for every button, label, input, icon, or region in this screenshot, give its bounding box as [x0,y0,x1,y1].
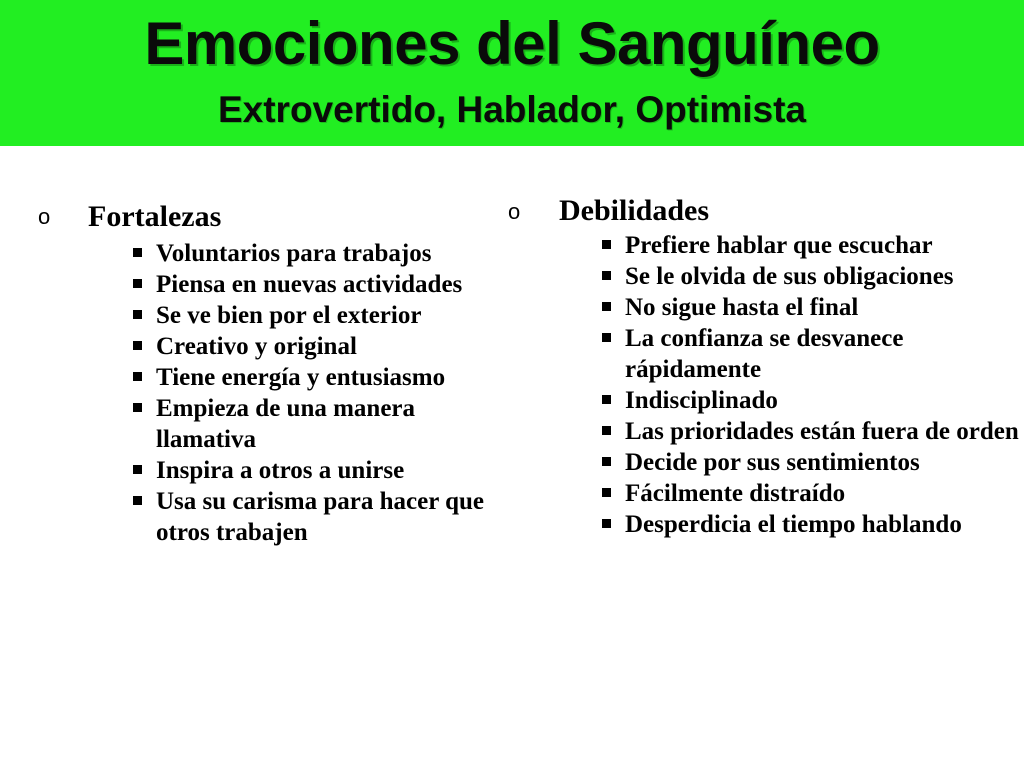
square-bullet-icon [602,271,611,280]
square-bullet-icon [133,496,142,505]
hollow-circle-bullet-icon: o [508,199,521,224]
square-bullet-icon [602,519,611,528]
page-title: Emociones del Sanguíneo [144,10,880,77]
page-subtitle: Extrovertido, Hablador, Optimista [217,89,806,130]
weaknesses-heading: Debilidades [559,194,710,227]
square-bullet-icon [602,240,611,249]
square-bullet-icon [602,302,611,311]
square-bullet-icon [133,310,142,319]
square-bullet-icon [133,279,142,288]
hollow-circle-bullet-icon: o [38,204,51,229]
strengths-list [130,238,500,548]
square-bullet-icon [602,488,611,497]
list-item: Desperdicia el tiempo hablando [599,509,1019,540]
list-item: Decide por sus sentimientos [599,447,1019,478]
weaknesses-list [599,230,1019,540]
list-item: Inspira a otros a unirse [130,455,500,486]
square-bullet-icon [602,395,611,404]
strengths-heading: Fortalezas [88,200,222,233]
square-bullet-icon [602,457,611,466]
square-bullet-icon [133,465,142,474]
list-item: No sigue hasta el final [599,292,1019,323]
list-item: Creativo y original [130,331,500,362]
list-item: Indisciplinado [599,385,1019,416]
square-bullet-icon [602,426,611,435]
list-item: Prefiere hablar que escuchar [599,230,1019,261]
square-bullet-icon [133,372,142,381]
list-item: Se ve bien por el exterior [130,300,500,331]
list-item: Voluntarios para trabajos [130,238,500,269]
square-bullet-icon [602,333,611,342]
list-item: Empieza de una manera llamativa [130,393,500,455]
list-item: Piensa en nuevas actividades [130,269,500,300]
square-bullet-icon [133,341,142,350]
list-item: La confianza se desvanece rápidamente [599,323,1019,385]
list-item: Las prioridades están fuera de orden [599,416,1019,447]
square-bullet-icon [133,403,142,412]
list-item: Tiene energía y entusiasmo [130,362,500,393]
list-item: Usa su carisma para hacer que otros trabajen [130,486,500,548]
square-bullet-icon [133,248,142,257]
list-item: Se le olvida de sus obligaciones [599,261,1019,292]
list-item: Fácilmente distraído [599,478,1019,509]
title-banner [0,0,1024,146]
